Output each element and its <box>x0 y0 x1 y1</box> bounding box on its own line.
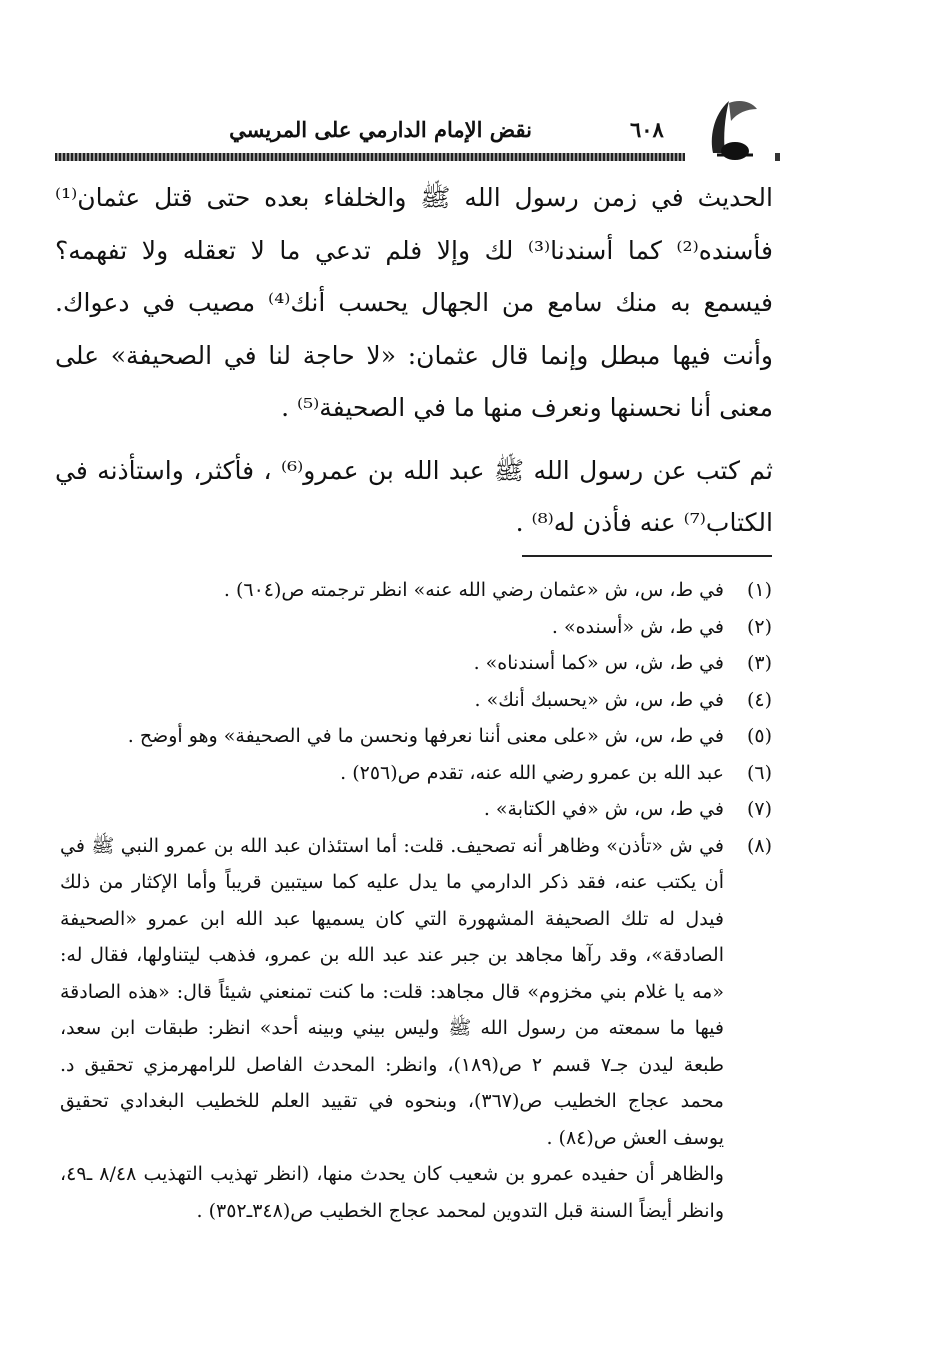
paragraph: الحديث في زمن رسول الله ﷺ والخلفاء بعده حتى قتل عثمان⁽¹⁾ فأسنده⁽²⁾ كما أسندنا⁽³⁾ لك وإلا فلم تدعي ما لا تعقله ولا تفهمه؟ فيسمع به منك سامع من الجهال يحسب أنك⁽⁴⁾ مصيب في دعواك. وأنت فيها مبطل وإنما قال عثمان: «لا حاجة لنا في الصحيفة» على معنى أنا نحسنها ونعرف منها ما في الصحيفة⁽⁵⁾ . <box>55 183 774 422</box>
book-title: نقض الإمام الدارمي على المريسي <box>229 117 532 142</box>
footnote-number: (٥) <box>746 725 772 747</box>
footnote-text: في ط، س، ش «في الكتابة» . <box>483 798 724 820</box>
footnote-number: (٧) <box>746 798 772 820</box>
footnote-number: (٤) <box>746 688 772 711</box>
footnotes <box>60 572 772 1229</box>
footnote-number: (٣) <box>746 652 772 674</box>
footnote <box>60 828 772 1157</box>
footnote <box>60 718 772 755</box>
footnote <box>60 755 772 792</box>
footnote <box>60 572 772 609</box>
main-text <box>55 172 773 550</box>
quill-inkwell-icon <box>695 95 765 163</box>
footnote-text: في ط، س، ش «يحسبك أنك» . <box>474 688 724 711</box>
footnote-text: في ط، س، ش «عثمان رضي الله عنه» انظر ترجمته ص(٦٠٤) . <box>223 579 724 601</box>
footnote-text: عبد الله بن عمرو رضي الله عنه، تقدم ص(٢٥٦) . <box>340 761 724 784</box>
footnote-text: في ط، س، ش «على معنى أننا نعرفها ونحسن ما في الصحيفة» وهو أوضح . <box>127 725 724 747</box>
footnote <box>60 645 772 682</box>
page-number: ٦٠٨ <box>630 117 664 142</box>
footnote-continuation: والظاهر أن حفيده عمرو بن شعيب كان يحدث منها، (انظر تهذيب التهذيب ٨/٤٨ ـ٤٩، وانظر أيضاً السنة قبل التدوين لمحمد عجاج الخطيب ص(٣٤٨ـ٣٥٢) . <box>60 1163 724 1222</box>
footnote-number: (٢) <box>746 615 772 638</box>
header-rule <box>55 153 685 161</box>
footnote <box>60 791 772 828</box>
footnote-text: في ط، ش، س «كما أسندناه» . <box>473 652 724 674</box>
footnote <box>60 682 772 719</box>
page-header <box>55 95 780 165</box>
footnote <box>60 609 772 646</box>
footnote-number: (٨) <box>746 834 772 857</box>
footnote-text: في ش «تأذن» وظاهر أنه تصحيف. قلت: أما استئذان عبد الله بن عمرو النبي ﷺ في أن يكتب عنه، فقد ذكر الدارمي ما يدل عليه كما سيتبين قريباً وأما الإكثار من ذلك فيدل له تلك الصحيفة المشهورة التي كان يسميها عبد الله ابن عمرو «الصحيفة الصادقة»، وقد رآها مجاهد بن جبر عند عبد الله بن عمرو، فذهب ليتناولها، فقال له: «مه يا غلام بني مخزوم» قال مجاهد: قلت: ما كنت تمنعني شيئاً قال: «هذه الصادقة فيها ما سمعته من رسول الله ﷺ وليس بيني وبينه أحد» انظر: طبقات ابن سعد، طبعة ليدن جـ٧ قسم ٢ ص(١٨٩)، وانظر: المحدث الفاصل للرامهرمزي تحقيق د. محمد عجاج الخطيب ص(٣٦٧)، وبنحوه في تقييد العلم للخطيب البغدادي تحقيق يوسف العش ص(٨٤) . <box>60 834 724 1149</box>
footnote-text: في ط، ش «أسنده» . <box>551 615 724 638</box>
paragraph: ثم كتب عن رسول الله ﷺ عبد الله بن عمرو⁽⁶⁾ ، فأكثر، واستأذنه في الكتاب⁽⁷⁾ عنه فأذن له⁽⁸⁾ . <box>55 455 773 537</box>
header-rule-end <box>775 153 780 161</box>
footnote-number: (١) <box>746 579 772 601</box>
footnote-separator <box>522 555 772 557</box>
footnote-number: (٦) <box>746 761 772 784</box>
